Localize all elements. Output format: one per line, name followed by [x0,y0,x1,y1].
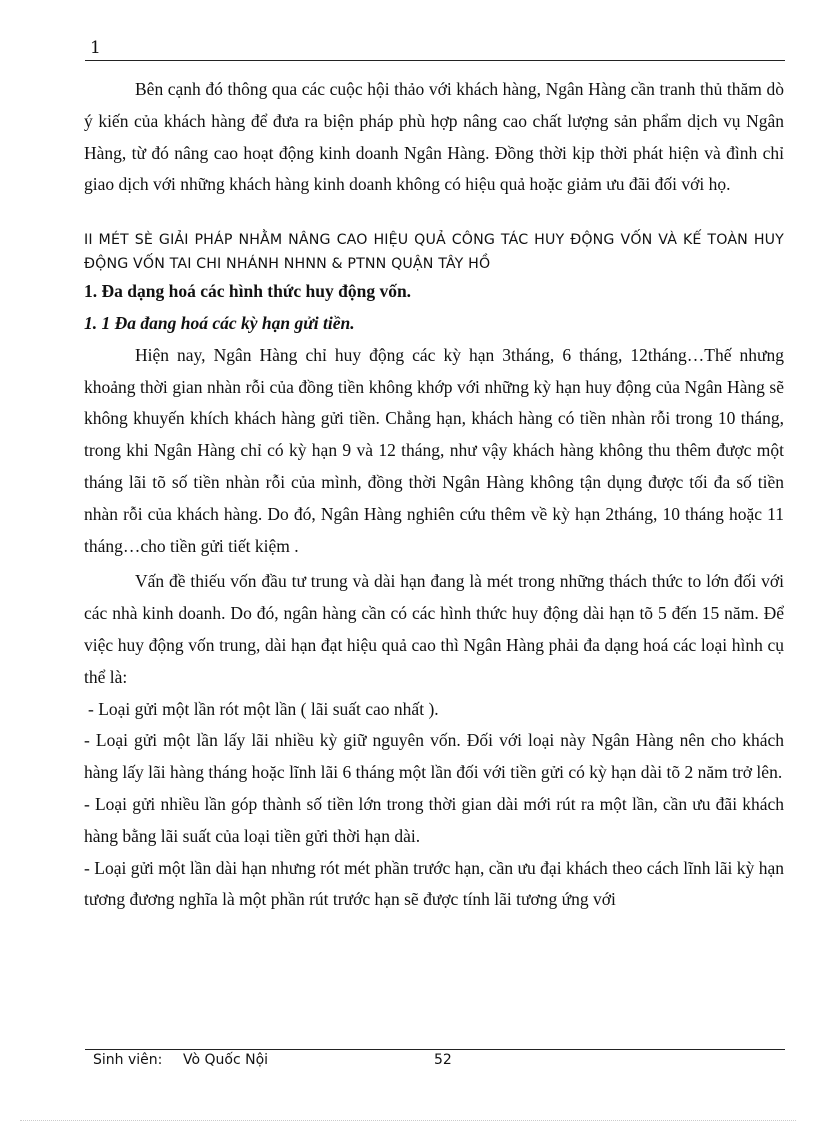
list-item-3: - Loại gửi nhiều lần góp thành số tiền lớn trong thời gian dài mới rút ra một lần, cần ưu đãi khách hàng bằng lãi suất của loại tiền gửi thời hạn dài. [84,793,784,846]
footer-label: Sinh viên: [93,1052,163,1068]
heading-1-1: 1. 1 Đa đang hoá các kỳ hạn gửi tiền. [84,312,355,333]
footer-student [93,1052,268,1068]
section-title: II MÉT SÈ GIẢI PHÁP NHẰM NÂNG CAO HIỆU QUẢ CÔNG TÁC HUY ĐỘNG VỐN VÀ KẾ TOÀN HUY ĐỘNG VỐN TAI CHI NHÁNH NHNN & PTNN QUẬN TÂY HỒ [84,232,784,273]
footer-rule [85,1049,785,1050]
header-rule [85,60,785,61]
footer-page-number: 52 [434,1052,452,1068]
footer-student-name: Vò Quốc Nội [183,1052,269,1068]
paragraph-intro: Bên cạnh đó thông qua các cuộc hội thảo với khách hàng, Ngân Hàng cần tranh thủ thăm dò ý kiến của khách hàng để đưa ra biện pháp phù hợp nâng cao chất lượng sản phẩm dịch vụ Ngân Hàng, từ đó nâng cao hoạt động kinh doanh Ngân Hàng. Đồng thời kịp thời phát hiện và đình chỉ giao dịch với những khách hàng kinh doanh không có hiệu quả hoặc giảm ưu đãi đối với họ. [84,79,784,195]
list-item-4: - Loại gửi một lần dài hạn nhưng rót mét phần trước hạn, cần ưu đại khách theo cách lĩnh lãi kỳ hạn tương đương nghĩa là một phần rút trước hạn sẽ được tính lãi tương ứng với [84,857,784,910]
page-marker: 1 [90,38,101,58]
paragraph-long-term: Vấn đề thiếu vốn đầu tư trung và dài hạn đang là mét trong những thách thức to lớn đối với các nhà kinh doanh. Do đó, ngân hàng cần có các hình thức huy động dài hạn tõ 5 đến 15 năm. Để việc huy động vốn trung, dài hạn đạt hiệu quả cao thì Ngân Hàng phải đa dạng hoá các loại hình cụ thể là: [84,571,784,687]
paragraph-terms: Hiện nay, Ngân Hàng chỉ huy động các kỳ hạn 3tháng, 6 tháng, 12tháng…Thế nhưng khoảng thời gian nhàn rỗi của đồng tiền không khớp với những kỳ hạn huy động của Ngân Hàng sẽ không khuyến khích khách hàng gửi tiền. Chẳng hạn, khách hàng có tiền nhàn rỗi trong 10 tháng, trong khi Ngân Hàng chỉ có kỳ hạn 9 và 12 tháng, như vậy khách hàng không thu thêm được một tháng lãi tõ số tiền nhàn rỗi của mình, đồng thời Ngân Hàng không tận dụng được tối đa số tiền nhàn rỗi của khách hàng. Do đó, Ngân Hàng nghiên cứu thêm về kỳ hạn 2tháng, 10 tháng hoặc 11 tháng…cho tiền gửi tiết kiệm . [84,344,784,556]
heading-1: 1. Đa dạng hoá các hình thức huy động vốn. [84,281,412,302]
page-edge-divider [20,1120,796,1121]
list-item-1: - Loại gửi một lần rót một lần ( lãi suất cao nhất ). [88,698,439,719]
document-body [84,74,784,916]
list-item-2: - Loại gửi một lần lấy lãi nhiều kỳ giữ nguyên vốn. Đối với loại này Ngân Hàng nên cho khách hàng lấy lãi hàng tháng hoặc lĩnh lãi 6 tháng một lần đối với tiền gửi có kỳ hạn dài tõ 2 năm trở lên. [84,730,784,783]
